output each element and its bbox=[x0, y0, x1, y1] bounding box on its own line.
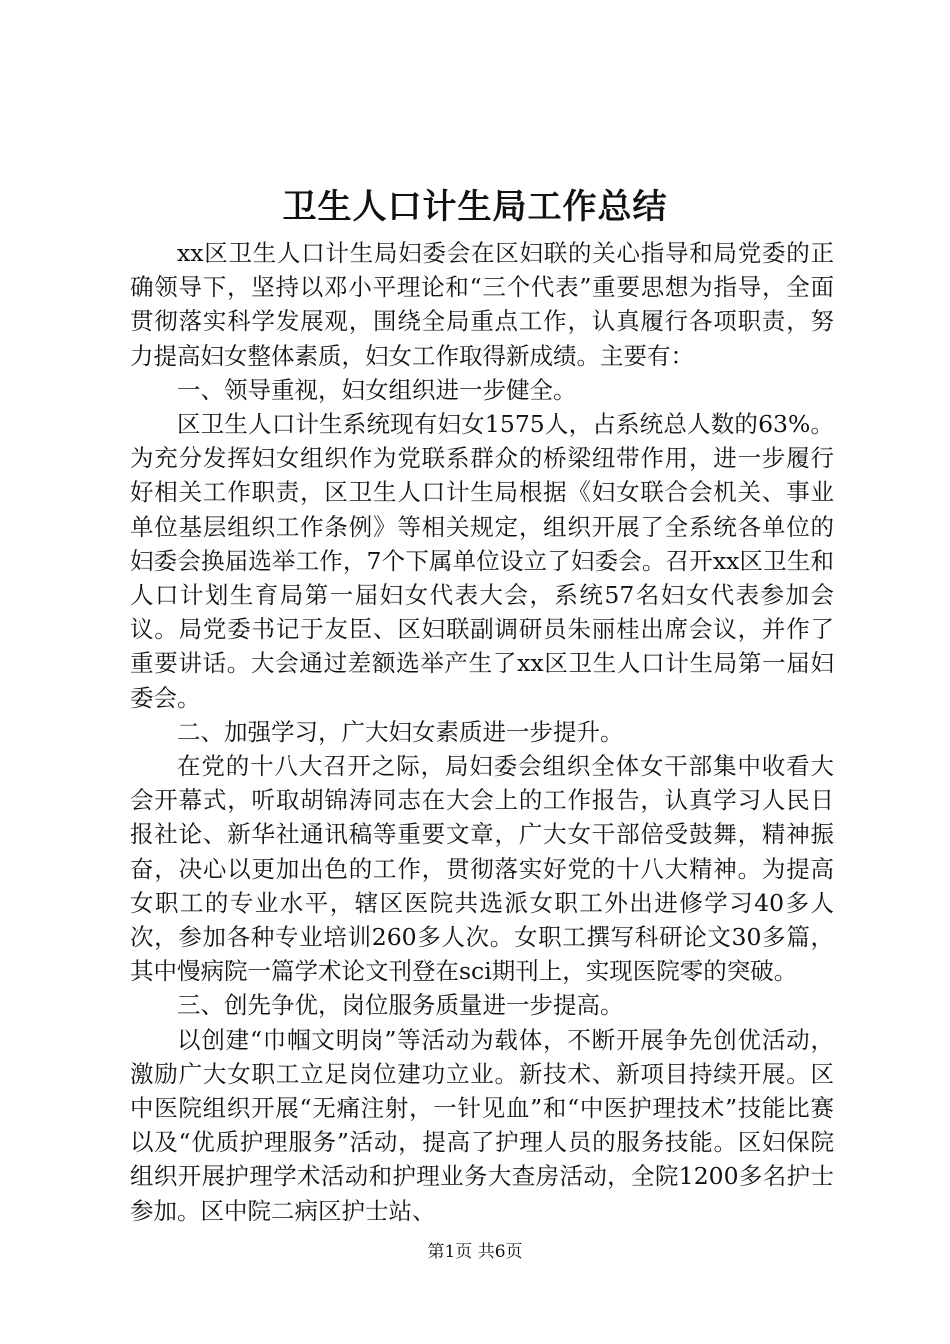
intro-paragraph: xx区卫生人口计生局妇委会在区妇联的关心指导和局党委的正确领导下，坚持以邓小平理论和“三个代表”重要思想为指导，全面贯彻落实科学发展观，围绕全局重点工作，认真履行各项职责，努力提高妇女整体素质，妇女工作取得新成绩。主要有： bbox=[130, 239, 834, 370]
section-paragraph-3: 以创建“巾帼文明岗”等活动为载体，不断开展争先创优活动，激励广大女职工立足岗位建功立业。新技术、新项目持续开展。区中医院组织开展“无痛注射，一针见血”和“中医护理技术”技能比赛以及“优质护理服务”活动，提高了护理人员的服务技能。区妇保院组织开展护理学术活动和护理业务大查房活动，全院1200多名护士参加。区中院二病区护士站、 bbox=[130, 1025, 834, 1225]
document-title: 卫生人口计生局工作总结 bbox=[282, 187, 668, 227]
page-number-footer: 第1页 共6页 bbox=[427, 1242, 523, 1262]
section-paragraph-2: 在党的十八大召开之际，局妇委会组织全体女干部集中收看大会开幕式，听取胡锦涛同志在大会上的工作报告，认真学习人民日报社论、新华社通讯稿等重要文章，广大女干部倍受鼓舞，精神振奋，决心以更加出色的工作，贯彻落实好党的十八大精神。为提高女职工的专业水平，辖区医院共选派女职工外出进修学习40多人次，参加各种专业培训260多人次。女职工撰写科研论文30多篇，其中慢病院一篇学术论文刊登在sci期刊上，实现医院零的突破。 bbox=[130, 752, 834, 986]
section-heading-2: 二、加强学习，广大妇女素质进一步提升。 bbox=[177, 717, 624, 746]
section-paragraph-1: 区卫生人口计生系统现有妇女1575人，占系统总人数的63%。为充分发挥妇女组织作为党联系群众的桥梁纽带作用，进一步履行好相关工作职责，区卫生人口计生局根据《妇女联合会机关、事业单位基层组织工作条例》等相关规定，组织开展了全系统各单位的妇委会换届选举工作，7个下属单位设立了妇委会。召开xx区卫生和人口计划生育局第一届妇女代表大会，系统57名妇女代表参加会议。局党委书记于友臣、区妇联副调研员朱丽桂出席会议，并作了重要讲话。大会通过差额选举产生了xx区卫生人口计生局第一届妇委会。 bbox=[130, 410, 834, 712]
section-heading-1: 一、领导重视，妇女组织进一步健全。 bbox=[177, 375, 577, 404]
document-body bbox=[130, 236, 834, 1228]
section-heading-3: 三、创先争优，岗位服务质量进一步提高。 bbox=[177, 991, 624, 1020]
